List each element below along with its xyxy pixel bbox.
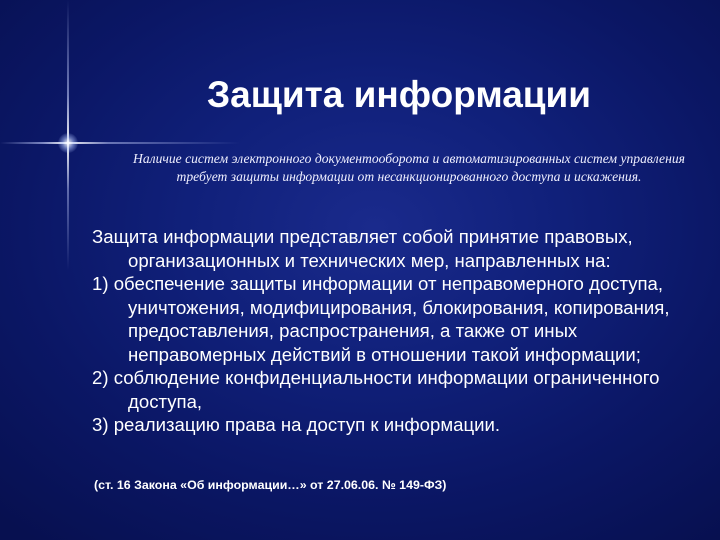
star-flare-icon [58,133,78,153]
slide-title: Защита информации [206,74,592,115]
star-flare-horizontal [0,142,240,144]
slide-body [92,225,720,437]
slide-subtitle: Наличие систем электронного документооборота и автоматизированных систем управления требует защиты информации от несанкционированного доступа и искажения. [133,151,685,184]
definition-paragraph: Защита информации представляет собой принятие правовых, организационных и технических мер, направленных на: [92,226,633,271]
list-item-1: 1) обеспечение защиты информации от неправомерного доступа, уничтожения, модифицирования, блокирования, копирования, предоставления, распространения, а также от иных неправомерных действий в отношении такой информации; [92,273,670,365]
list-item-3: 3) реализацию права на доступ к информации. [92,414,501,435]
law-citation: (ст. 16 Закона «Об информации…» от 27.06.06. № 149-ФЗ) [94,478,447,492]
list-item-2: 2) соблюдение конфиденциальности информации ограниченного доступа, [92,367,660,412]
